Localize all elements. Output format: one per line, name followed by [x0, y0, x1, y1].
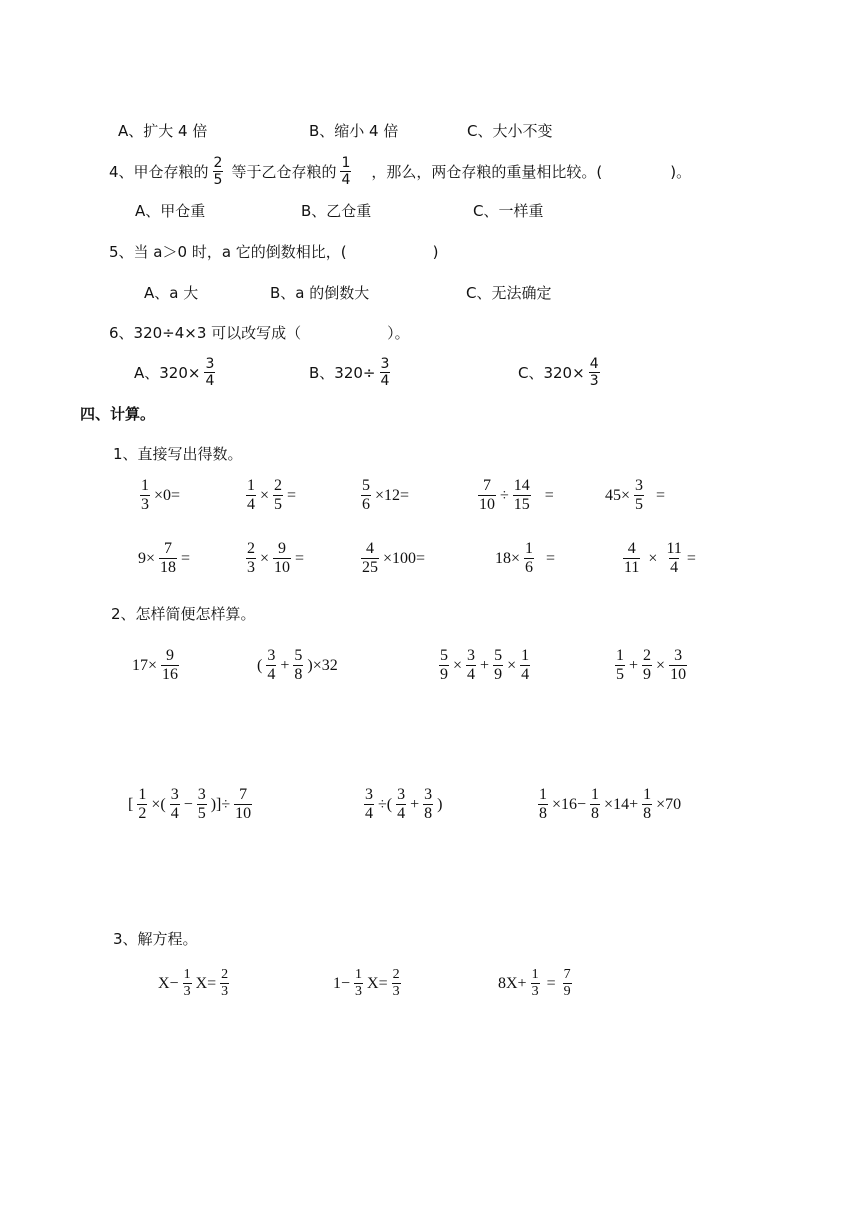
- q6-option-a: A、320× $\frac{3}{4}$: [134, 356, 215, 389]
- q4-fraction-a: $\frac{2}{5}$: [213, 155, 223, 188]
- part2-title: 2、怎样简便怎样算。: [111, 605, 256, 623]
- calc-1-2: $\frac{1}{4}$ × $\frac{2}{5}$ =: [247, 477, 297, 513]
- simplify-4: $\frac{1}{5}$ + $\frac{2}{9}$ × $\frac{3}{10}$: [616, 647, 687, 683]
- equation-3: 8X+ $\frac{1}{3}$ = $\frac{7}{9}$: [498, 967, 571, 999]
- q4-option-b: B、乙仓重: [301, 202, 372, 220]
- q6-text: 6、320÷4×3 可以改写成（: [109, 324, 302, 342]
- simplify-2: ( $\frac{3}{4}$ + $\frac{5}{8}$ )×32: [257, 647, 338, 683]
- q5-option-a: A、a 大: [144, 284, 199, 302]
- calc-1-8: $\frac{4}{25}$ ×100=: [362, 540, 426, 576]
- simplify-1: 17× $\frac{9}{16}$: [132, 647, 179, 683]
- q5-text: 5、当 a＞0 时，a 它的倒数相比，(: [109, 243, 347, 261]
- q4-option-a: A、甲仓重: [135, 202, 206, 220]
- q3-option-c: C、大小不变: [467, 122, 553, 140]
- q5-close: ): [432, 243, 439, 261]
- equation-2: 1− $\frac{1}{3}$ X= $\frac{2}{3}$: [333, 967, 400, 999]
- q4-close: )。: [670, 162, 692, 181]
- q6-close: ）。: [387, 324, 410, 342]
- calc-1-4: $\frac{7}{10}$ ÷ $\frac{14}{15}$ =: [479, 477, 554, 513]
- simplify-5: [ $\frac{1}{2}$ ×( $\frac{3}{4}$ − $\frac{3}{5}$ )]÷ $\frac{7}{10}$: [128, 786, 252, 822]
- calc-1-1: $\frac{1}{3}$ ×0=: [141, 477, 181, 513]
- q4-fraction-b: $\frac{1}{4}$: [341, 155, 351, 188]
- part1-title: 1、直接写出得数。: [113, 445, 243, 463]
- simplify-3: $\frac{5}{9}$ × $\frac{3}{4}$ + $\frac{5}{9}$ × $\frac{1}{4}$: [440, 647, 530, 683]
- q3-option-b: B、缩小 4 倍: [309, 122, 399, 140]
- q6-option-b: B、320÷ $\frac{3}{4}$: [309, 356, 390, 389]
- q4-middle: 等于乙仓存粮的: [231, 162, 337, 181]
- q4-suffix: ，那么，两仓存粮的重量相比较。(: [371, 162, 603, 181]
- calc-1-5: 45× $\frac{3}{5}$ =: [605, 477, 666, 513]
- q5-option-c: C、无法确定: [466, 284, 552, 302]
- q4-option-c: C、一样重: [473, 202, 544, 220]
- equation-1: X− $\frac{1}{3}$ X= $\frac{2}{3}$: [158, 967, 229, 999]
- q4-prefix: 4、甲仓存粮的: [109, 162, 209, 181]
- part3-title: 3、解方程。: [113, 930, 198, 948]
- simplify-7: $\frac{1}{8}$ ×16− $\frac{1}{8}$ ×14+ $\frac{1}{8}$ ×70: [539, 786, 682, 822]
- calc-1-6: 9× $\frac{7}{18}$ =: [138, 540, 191, 576]
- q6-option-c: C、320× $\frac{4}{3}$: [518, 356, 599, 389]
- section4-title: 四、计算。: [80, 405, 156, 423]
- calc-1-10: $\frac{4}{11}$ × $\frac{11}{4}$ =: [624, 540, 696, 576]
- q5-option-b: B、a 的倒数大: [270, 284, 370, 302]
- q5-question: [109, 242, 439, 262]
- calc-1-7: $\frac{2}{3}$ × $\frac{9}{10}$ =: [247, 540, 305, 576]
- calc-1-3: $\frac{5}{6}$ ×12=: [362, 477, 410, 513]
- q6-question: [109, 323, 410, 343]
- calc-1-9: 18× $\frac{1}{6}$ =: [495, 540, 556, 576]
- q4-question: [109, 156, 691, 187]
- q3-option-a: A、扩大 4 倍: [118, 122, 208, 140]
- simplify-6: $\frac{3}{4}$ ÷( $\frac{3}{4}$ + $\frac{3}{8}$ ): [365, 786, 443, 822]
